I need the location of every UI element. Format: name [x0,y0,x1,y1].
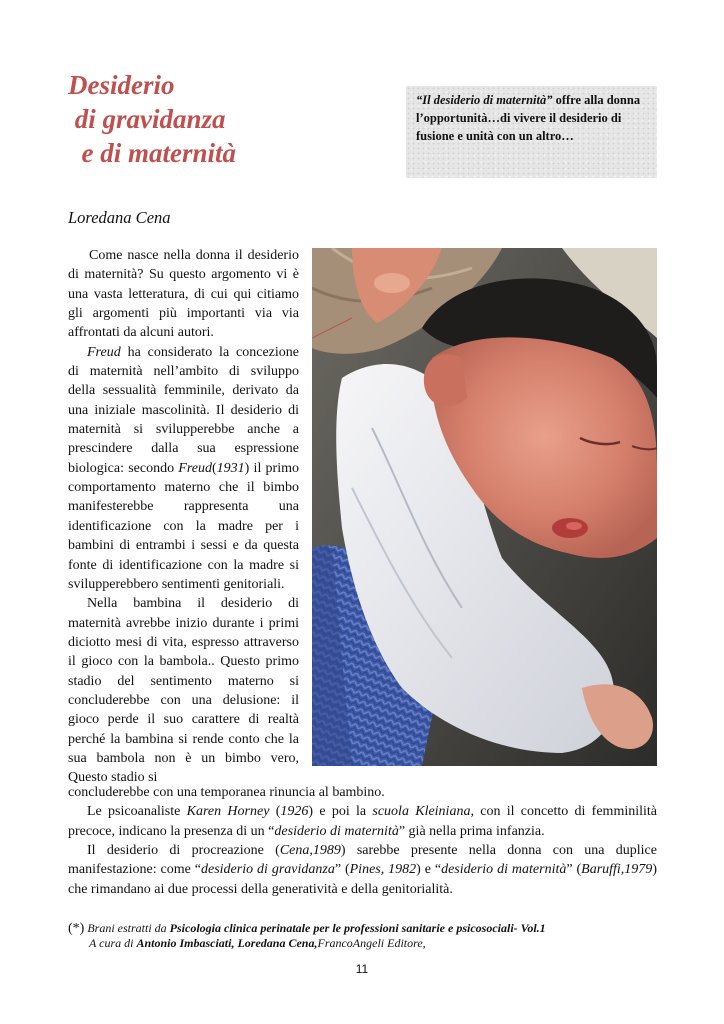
article-full-width [68,783,657,899]
paragraph-2-text-b: il primo comportamento materno che il bimbo manifesterebbe rappresenta una identificazione con la madre per i bambini di entrambi i sessi e da questa fonte di identificazione con la madre si svilupperebbero sentimenti genitoriali. [68,460,299,592]
paren-close: ) [244,460,250,476]
page-number: 11 [355,962,369,976]
p5-text-f: ) che rimandano ai due processi della generatività e della genitorialità. [68,862,657,897]
paren-open: ( [212,460,217,476]
paragraph-1: Come nasce nella donna il desiderio di maternità? Su questo argomento vi è una vasta letteratura, di cui qui citiamo gli argomenti più importanti via via affrontati da alcuni autori. [68,248,299,341]
footnote-line-2 [68,936,668,951]
footnote-source-label: Brani estratti da [84,921,170,935]
p5-text-e: ” ( [566,862,582,878]
paragraph-2 [68,343,299,594]
article-column-left [68,246,299,788]
pull-quote-box [406,86,657,178]
author-name: Loredana Cena [68,208,171,227]
cena-ref: Cena,1989 [279,843,341,859]
p4-text-a: Le psicoanaliste [87,804,187,820]
p5-text-b: ) sarebbe presente nella donna con una duplice manifestazione: come “ [68,843,657,878]
horney-year: 1926 [280,804,309,820]
p4-text-b: ( [269,804,281,820]
footnote [68,921,668,951]
footnote-book-title: Psicologia clinica perinatale per le professioni sanitarie e psicosociali- Vol.1 [169,921,546,935]
baby-ear [424,354,467,406]
desire-term: desiderio di maternità [274,823,399,839]
paragraph-2-text-a: ha considerato la concezione di maternità nell’ambito di sviluppo della sessualità femminile, derivato da una iniziale mascolinità. Il desiderio di maternità si svilupperebbe anche a prescindere dalla sua espressione biologica: secondo [68,344,299,476]
pregnancy-desire-term: desiderio di gravidanza [201,862,335,878]
page-title [68,68,236,170]
pines-ref: Pines, 1982 [349,862,417,878]
title-line-1: Desiderio [68,70,175,100]
title-line-2: di gravidanza [68,104,226,134]
horney-ref: Karen Horney [186,804,270,820]
p4-text-e: ” già nella prima infanzia. [398,823,545,839]
maternity-desire-term: desiderio di maternità [441,862,567,878]
quote-text: offre alla donna l’opportunità…di vivere il desiderio di fusione e unità con un altro… [416,93,641,143]
quote-italic: “Il desiderio di maternità” [416,93,553,107]
paragraph-4 [68,802,657,841]
p4-text-d: , con il concetto di femminilità precoce, indicano la presenza di un “ [68,804,658,839]
p5-text-a: Il desiderio di procreazione ( [87,843,280,859]
footnote-editor-label: A cura di [89,936,137,950]
klein-school-ref: scuola Kleiniana [372,804,471,820]
p5-text-d: ) e “ [416,862,442,878]
p4-text-c: ) e poi la [308,804,373,820]
freud-ref: Freud [87,344,121,360]
p5-text-c: ” ( [334,862,350,878]
baby-photo [312,248,657,766]
freud-year: 1931 [216,460,245,476]
footnote-mark: (*) [68,921,85,936]
paragraph-3: Nella bambina il desiderio di maternità avrebbe inizio durante i primi diciotto mesi di vita, espresso attraverso il gioco con la bambola.. Questo primo stadio del sentimento materno si concluderebbe con una delusione: il gioco perde il suo carattere di realtà perché la bambina si rende conto che la sua bambola non è un bimbo vero, Questo stadio si [68,596,299,786]
freud-ref-2: Freud [178,460,212,476]
paragraph-5 [68,841,657,899]
footnote-publisher: FrancoAngeli Editore, [317,936,426,950]
paragraph-3-end: concluderebbe con una temporanea rinuncia al bambino. [68,785,385,800]
footnote-editors: Antonio Imbasciati, Loredana Cena, [136,936,318,950]
baruffi-ref: Baruffi,1979 [581,862,653,878]
title-line-3: e di maternità [68,138,236,168]
